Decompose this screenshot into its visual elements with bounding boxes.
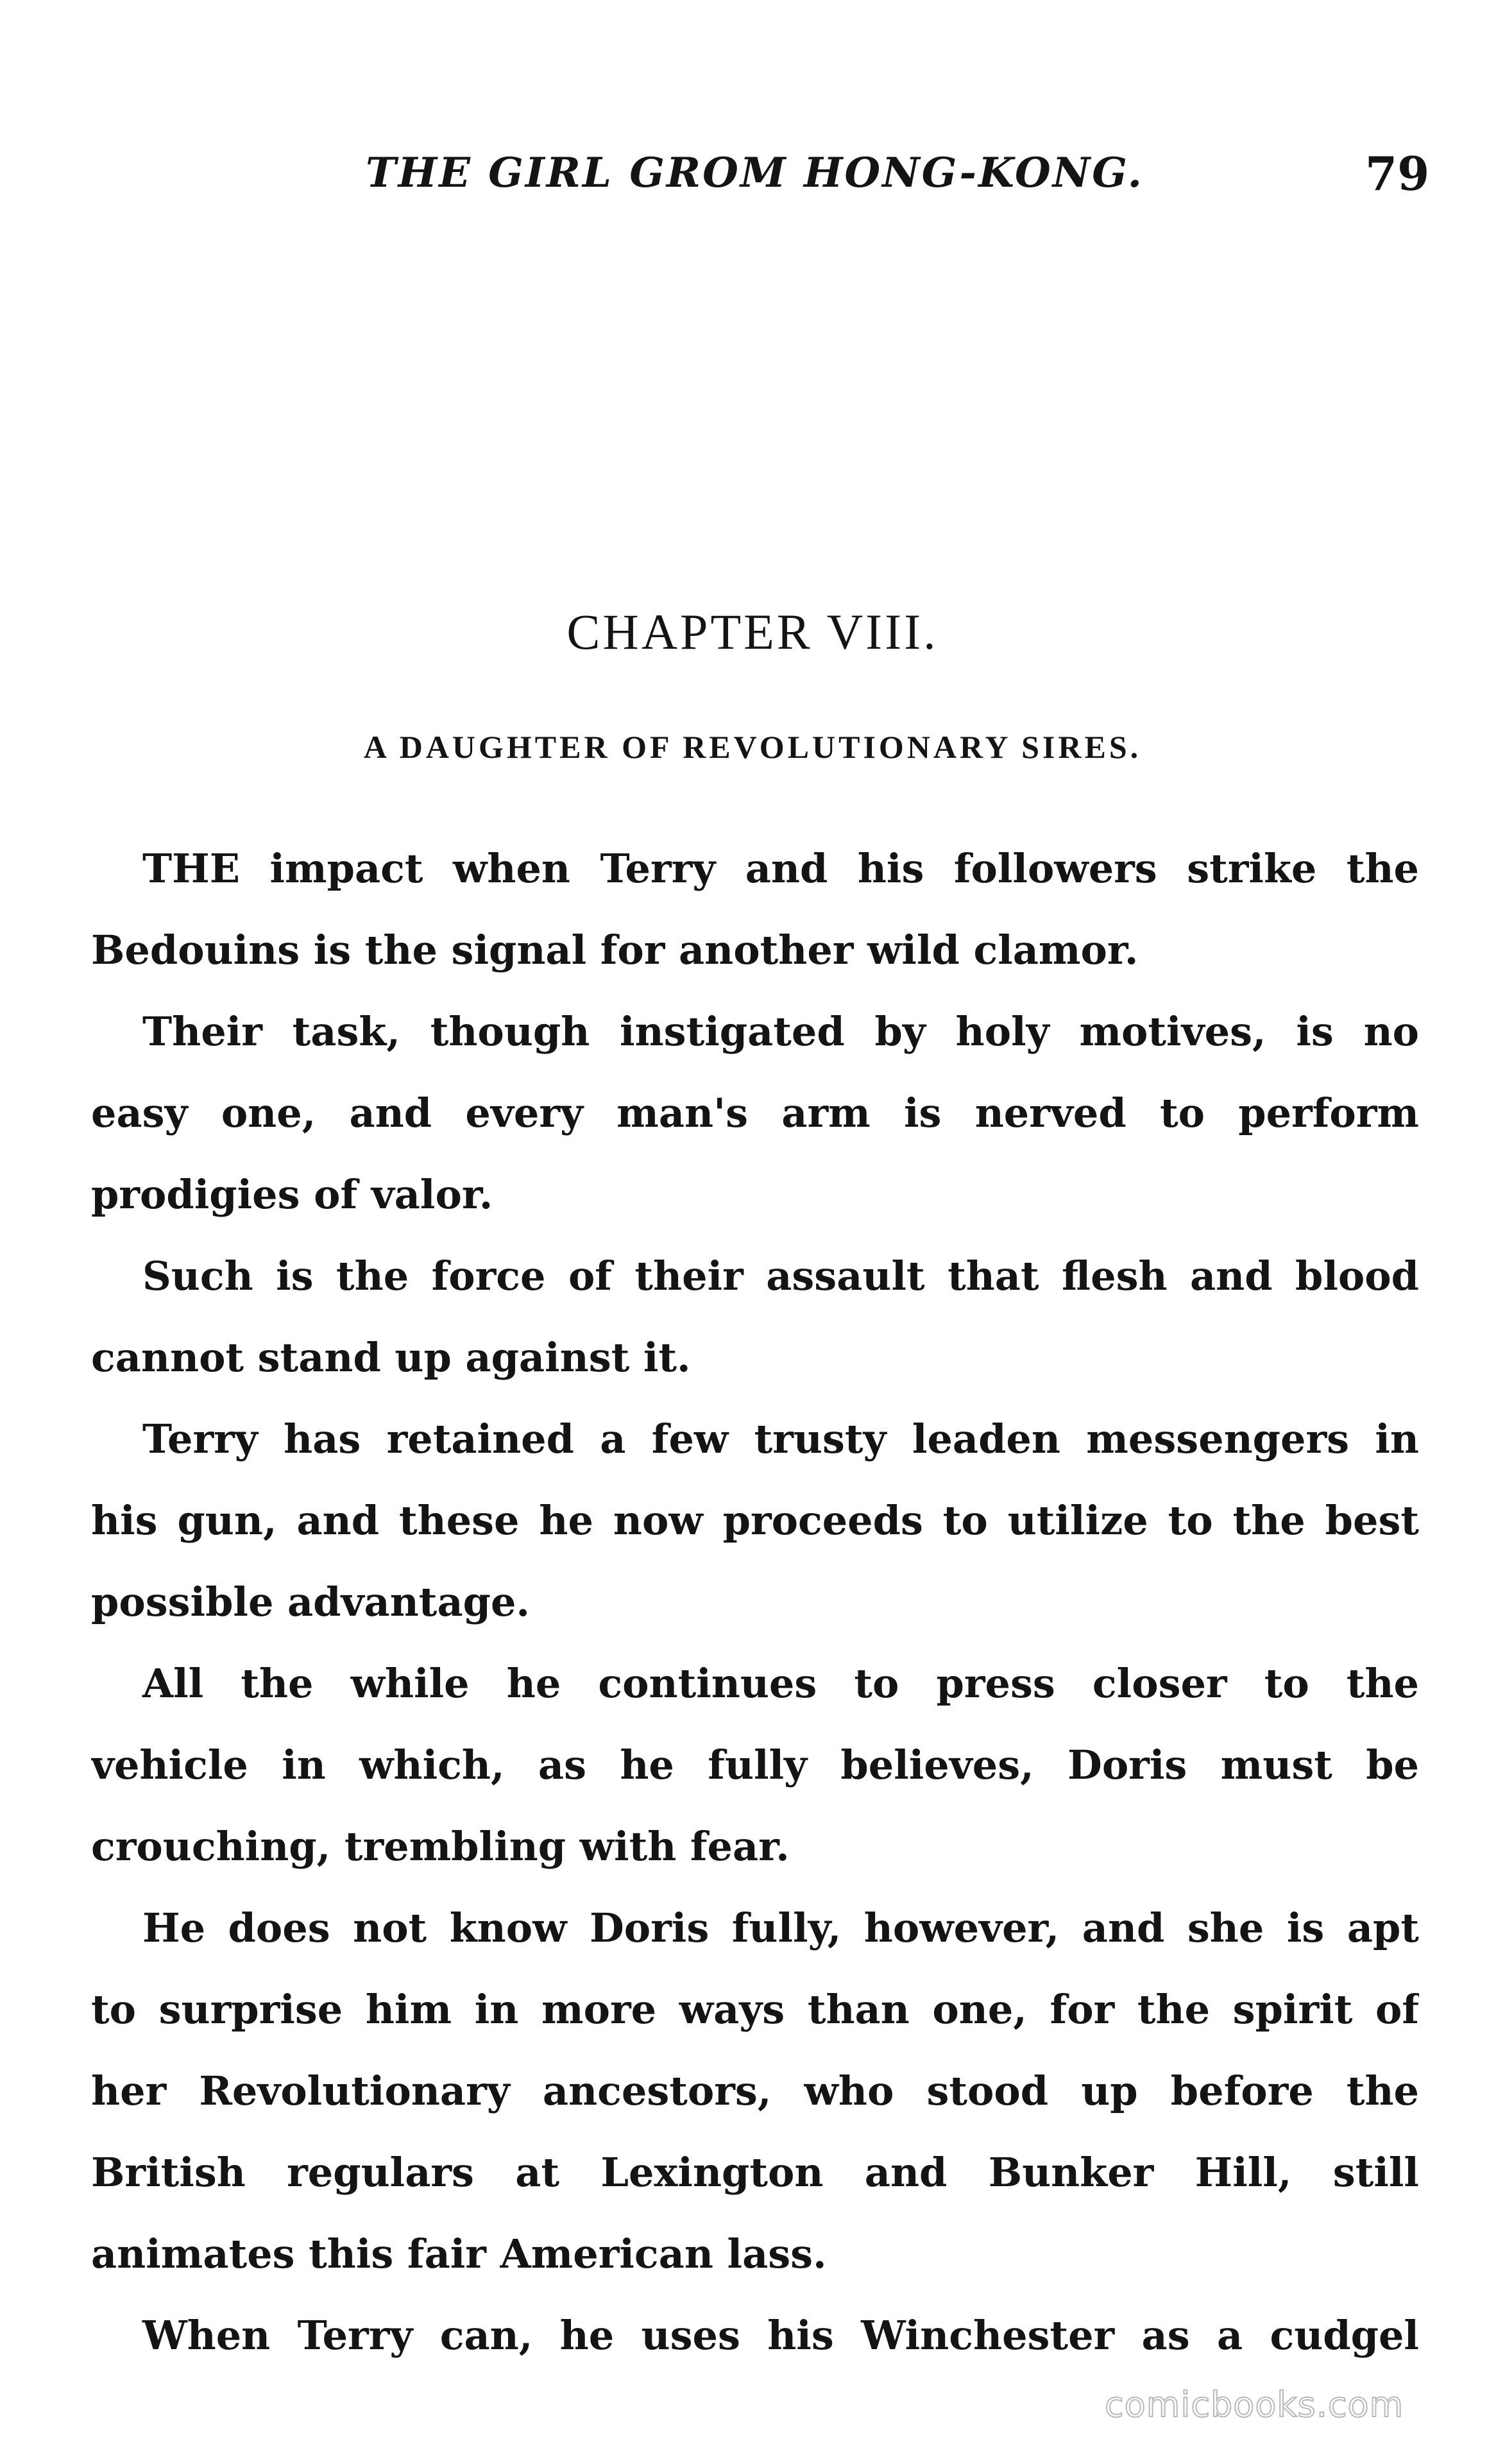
text-line: prodigies of valor. (91, 1171, 493, 1218)
text-line: possible advantage. (91, 1579, 530, 1625)
text-line: crouching, trembling with fear. (91, 1823, 790, 1870)
text-line: easy one, and every man's arm is nerved to perform (91, 1090, 1419, 1136)
text-line: He does not know Doris fully, however, and she is apt (142, 1904, 1419, 1951)
page-number: 79 (1365, 146, 1430, 201)
text-line: When Terry can, he uses his Winchester as a cudgel (142, 2312, 1419, 2359)
text-line: her Revolutionary ancestors, who stood up before the (91, 2067, 1419, 2114)
chapter-title: CHAPTER VIII. (566, 604, 939, 660)
text-line: his gun, and these he now proceeds to utilize to the best (91, 1497, 1419, 1544)
chapter-subtitle: A DAUGHTER OF REVOLUTIONARY SIRES. (363, 729, 1142, 765)
body-text (91, 828, 1419, 2376)
text-line: British regulars at Lexington and Bunker Hill, still (91, 2149, 1419, 2196)
text-line: THE impact when Terry and his followers strike the (142, 845, 1419, 892)
text-line: cannot stand up against it. (91, 1334, 691, 1381)
text-line: vehicle in which, as he fully believes, Doris must be (91, 1741, 1419, 1788)
text-line: animates this fair American lass. (91, 2230, 827, 2277)
text-line: Such is the force of their assault that flesh and blood (142, 1253, 1419, 1299)
text-line: All the while he continues to press closer to the (142, 1660, 1419, 1707)
text-line: to surprise him in more ways than one, for the spirit of (91, 1986, 1419, 2033)
running-title: THE GIRL GROM HONG-KONG. (366, 149, 1144, 197)
text-line: Bedouins is the signal for another wild clamor. (91, 927, 1139, 973)
watermark: comicbooks.com (1105, 2384, 1404, 2425)
text-line: Terry has retained a few trusty leaden messengers in (142, 1416, 1419, 1462)
text-line: Their task, though instigated by holy motives, is no (142, 1008, 1419, 1055)
